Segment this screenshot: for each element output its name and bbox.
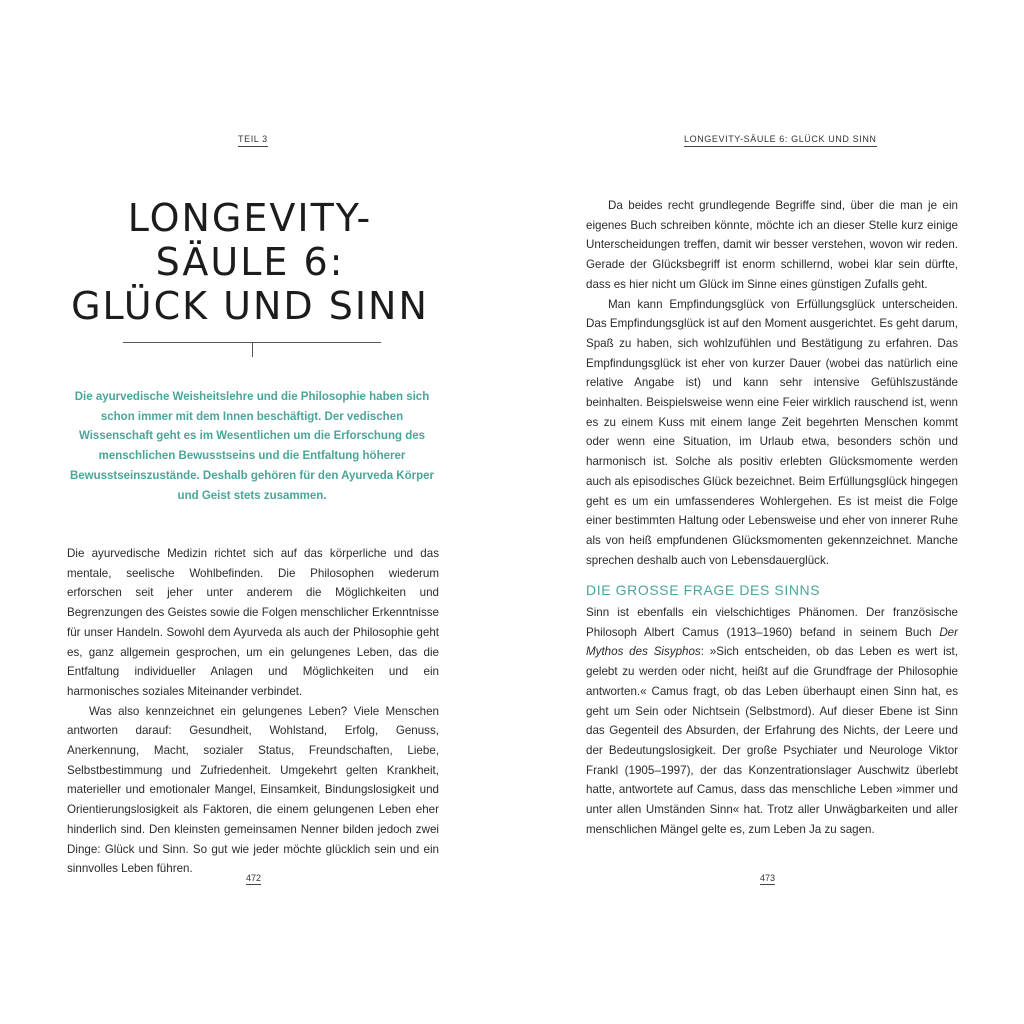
page-number-left: 472 xyxy=(246,873,262,883)
camus-intro-text: Sinn ist ebenfalls ein vielschichtiges Phänomen. Der französische Philosoph Albert Camus (1913–1960) befand in seinem Buch xyxy=(586,606,958,639)
right-body-text-top xyxy=(586,196,958,570)
running-head-left: TEIL 3 xyxy=(238,134,268,147)
body-paragraph: Man kann Empfindungsglück von Erfüllungsglück unterscheiden. Das Empfindungsglück ist auf den Moment ausgerichtet. Es geht darum, Spaß zu haben, sich wohlzufühlen und Bestätigung zu erfahren. Das Empfindungsglück ist eher von kurzer Dauer (wobei das natürlich eine relative Angabe ist) und kann sehr intensive Gefühlszustände beinhalten. Beispielsweise wenn eine Feier wirklich rauschend ist, wenn es zu einem Kuss mit einem lange Zeit begehrten Menschen kommt oder wenn eine Situation, im Urlaub etwa, besonders schön und harmonisch ist. Solche als positiv erlebten Glücksmomente werden auch als episodisches Glück bezeichnet. Beim Erfüllungsglück hingegen geht es um ein umfassenderes Wohlergehen. Es ist meist die Folge einer bestimmten Haltung oder Lebensweise und eher von innerer Ruhe als von heiß empfundenen Glücksmomenten gekennzeichnet. Manche sprechen deshalb auch von Lebensdauerglück. xyxy=(586,297,958,567)
body-paragraph: Die ayurvedische Medizin richtet sich auf das körperliche und das mentale, seelische Wohlbefinden. Die Philosophen wiederum erforschen seit jeher unter anderem die Möglichkeiten und Begrenzungen des Geistes sowie die Folgen menschlicher Erkenntnisse für unser Handeln. Sowohl dem Ayurveda als auch der Philosophie geht es, ganz allgemein gesprochen, um ein gelungenes Leben, das die Entfaltung individueller Anlagen und Möglichkeiten und ein harmonisches soziales Miteinander verbindet. xyxy=(67,547,439,698)
body-paragraph xyxy=(586,603,958,839)
title-divider-tick xyxy=(252,342,253,357)
camus-quote-text: : »Sich entscheiden, ob das Leben es wert ist, gelebt zu werden oder nicht, heißt auf die Grundfrage der Philosophie antworten.« Camus fragt, ob das Leben überhaupt einen Sinn hat, es geht um Sein oder Nichtsein (Selbstmord). Auf dieser Ebene ist Sinn das Gegenteil des Absurden, der Erfahrung des Nichts, der Leere und der Bedeutungslosigkeit. Der große Psychiater und Neurologe Viktor Frankl (1905–1997), der das Konzentrationslager Auschwitz überlebt hatte, antwortete auf Camus, dass das menschliche Leben »immer und unter allen Umständen Sinn« hat. Trotz aller Unwägbarkeiten und aller menschlichen Mängel gelte es, zum Leben Ja zu sagen. xyxy=(586,645,959,836)
left-body-text xyxy=(67,544,439,879)
body-paragraph: Da beides recht grundlegende Begriffe sind, über die man je ein eigenes Buch schreiben könnte, möchte ich an dieser Stelle kurz einige Unterscheidungen treffen, damit wir besser verstehen, wovon wir reden. Gerade der Glücksbegriff ist enorm schillernd, wobei klar sein dürfte, dass es hier nicht um Glück im Sinne eines günstigen Zufalls geht. xyxy=(586,199,958,291)
chapter-intro: Die ayurvedische Weisheitslehre und die Philosophie haben sich schon immer mit dem Innen beschäftigt. Der vedischen Wissenschaft geht es im Wesentlichen um die Erforschung des menschlichen Bewusstseins und die Entfaltung höherer Bewusstseinszustände. Deshalb gehören für den Ayurveda Körper und Geist stets zusammen. xyxy=(69,391,435,502)
chapter-title-line-1: LONGEVITY- xyxy=(127,196,373,240)
book-title: Der Mythos des Sisyphos xyxy=(586,625,958,659)
chapter-title-line-3: GLÜCK UND SINN xyxy=(71,284,429,328)
running-head-right: LONGEVITY-SÄULE 6: GLÜCK UND SINN xyxy=(684,134,877,147)
page-number-right: 473 xyxy=(760,873,776,883)
section-heading: DIE GROSSE FRAGE DES SINNS xyxy=(586,582,821,598)
right-body-text-bottom xyxy=(586,603,958,839)
body-paragraph: Was also kennzeichnet ein gelungenes Leben? Viele Menschen antworten darauf: Gesundheit, Wohlstand, Erfolg, Genuss, Anerkennung, Macht, sozialer Status, Freundschaften, Liebe, Selbstbestimmung und Zufriedenheit. Umgekehrt gelten Krankheit, materieller und emotionaler Mangel, Einsamkeit, Bindungslosigkeit und Orientierungslosigkeit als Faktoren, die einem gelungenen Leben eher hinderlich sind. Den kleinsten gemeinsamen Nenner bilden jedoch zwei Dinge: Glück und Sinn. So gut wie jeder möchte glücklich sein und ein sinnvolles Leben führen. xyxy=(67,704,439,876)
right-page xyxy=(512,0,1024,1024)
chapter-title xyxy=(60,196,440,328)
chapter-title-line-2: SÄULE 6: xyxy=(155,240,345,284)
